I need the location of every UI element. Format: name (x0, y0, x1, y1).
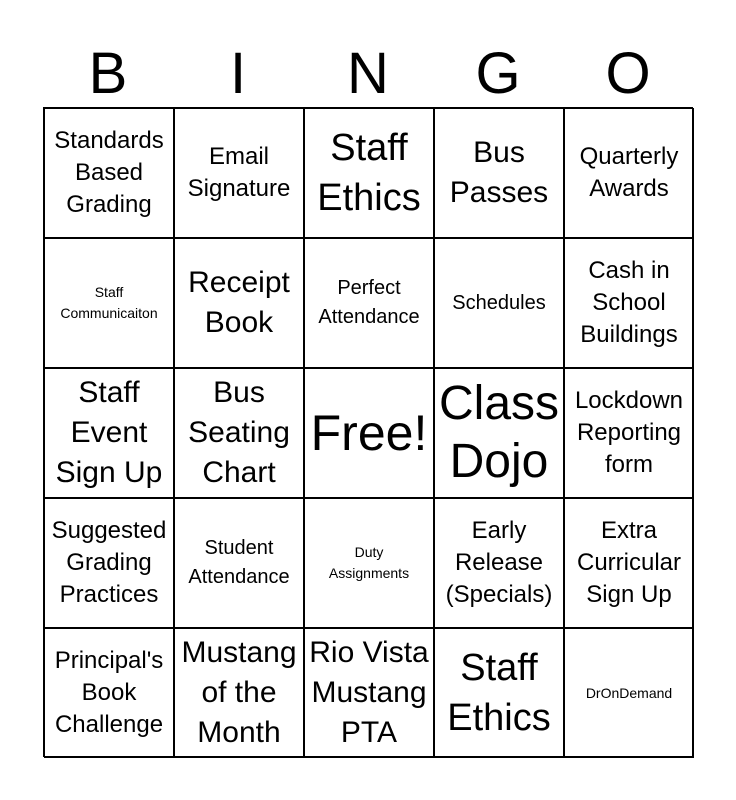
bingo-cell-label: Principal's Book Challenge (54, 647, 164, 738)
header-letter-o: O (605, 41, 651, 106)
bingo-cell-label: Bus Seating Chart (188, 376, 290, 489)
bingo-cell[interactable] (304, 628, 434, 758)
bingo-cell[interactable] (434, 368, 564, 498)
bingo-cell-label: Perfect Attendance (318, 277, 420, 328)
bingo-cell[interactable] (44, 368, 174, 498)
bingo-cell-label: Staff Ethics (447, 647, 551, 739)
bingo-cell-label: Staff Ethics (317, 127, 421, 219)
bingo-cell[interactable] (304, 498, 434, 628)
bingo-cell-label: Quarterly Awards (579, 143, 679, 202)
bingo-header (43, 42, 693, 106)
bingo-cell[interactable] (434, 108, 564, 238)
bingo-cell-label: Bus Passes (449, 136, 549, 209)
bingo-cell[interactable] (564, 238, 694, 368)
bingo-cell-label: Receipt Book (188, 266, 290, 339)
bingo-board (43, 107, 693, 757)
bingo-cell[interactable] (44, 498, 174, 628)
bingo-cell[interactable] (304, 368, 434, 498)
bingo-cell[interactable] (434, 498, 564, 628)
bingo-cell[interactable] (44, 108, 174, 238)
bingo-cell[interactable] (174, 628, 304, 758)
bingo-cell[interactable] (564, 498, 694, 628)
bingo-cell[interactable] (434, 238, 564, 368)
bingo-cell[interactable] (44, 628, 174, 758)
bingo-cell[interactable] (304, 238, 434, 368)
bingo-cell[interactable] (174, 368, 304, 498)
bingo-cell-label: Lockdown Reporting form (574, 387, 684, 478)
bingo-cell-label: Schedules (452, 291, 546, 314)
bingo-cell-label: Cash in School Buildings (580, 257, 678, 348)
header-letter-n: N (347, 41, 389, 106)
bingo-cell-label: Standards Based Grading (54, 127, 164, 218)
bingo-cell-label: Duty Assignments (328, 544, 410, 581)
bingo-cell[interactable] (564, 628, 694, 758)
bingo-cell-label: Student Attendance (188, 537, 290, 588)
bingo-cell-label: Staff Communicaiton (60, 284, 158, 321)
header-letter-g: G (475, 41, 521, 106)
bingo-cell-label: Early Release (Specials) (445, 517, 553, 608)
bingo-cell-label: Extra Curricular Sign Up (576, 517, 681, 608)
header-letter-b: B (88, 41, 128, 106)
bingo-cell[interactable] (44, 238, 174, 368)
bingo-cell[interactable] (564, 368, 694, 498)
bingo-cell-label: Free! (310, 405, 428, 461)
header-letter-i: I (229, 41, 247, 106)
bingo-cell-label: DrOnDemand (585, 684, 673, 701)
bingo-cell[interactable] (304, 108, 434, 238)
bingo-cell-label: Suggested Grading Practices (51, 517, 167, 608)
bingo-cell[interactable] (174, 108, 304, 238)
bingo-cell[interactable] (174, 238, 304, 368)
bingo-cell-label: Class Dojo (438, 377, 560, 488)
bingo-cell-label: Staff Event Sign Up (55, 376, 163, 489)
bingo-cell[interactable] (434, 628, 564, 758)
bingo-cell-label: Email Signature (187, 143, 291, 202)
bingo-cell[interactable] (564, 108, 694, 238)
bingo-cell-label: Mustang of the Month (181, 636, 297, 749)
bingo-cell[interactable] (174, 498, 304, 628)
bingo-cell-label: Rio Vista Mustang PTA (309, 636, 429, 749)
